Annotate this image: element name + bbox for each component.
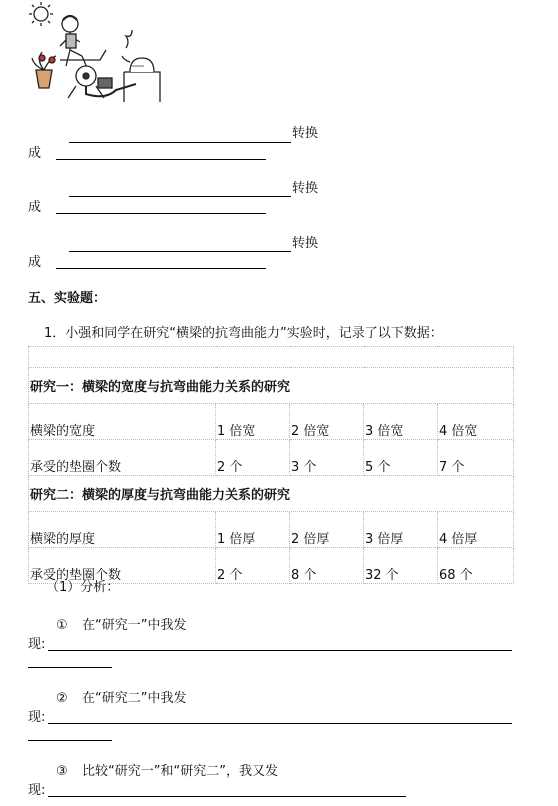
table-row: [29, 404, 514, 440]
table-cell: 68 个: [438, 548, 514, 584]
question-text: 1．小强和同学在研究“横梁的抗弯曲能力”实验时，记录了以下数据：: [44, 326, 443, 341]
convert-label: 转换: [292, 236, 319, 251]
table-cell: 1 倍宽: [216, 404, 290, 440]
table-cell: 1 倍厚: [216, 512, 290, 548]
table-cell: 2 个: [216, 440, 290, 476]
item-marker: ③: [56, 764, 68, 779]
blank-line: [56, 213, 266, 214]
study2-title: 研究二：横梁的厚度与抗弯曲能力关系的研究: [29, 476, 514, 512]
table-cell: 32 个: [364, 548, 438, 584]
potted-plant-icon: [32, 52, 56, 88]
item-marker: ②: [56, 691, 68, 706]
sun-icon: [29, 2, 53, 26]
item-marker: ①: [56, 618, 68, 633]
table-cell: 2 个: [216, 548, 290, 584]
table-spacer-row: [29, 347, 514, 368]
item-text: 在“研究二”中我发: [82, 691, 187, 706]
study1-title: 研究一：横梁的宽度与抗弯曲能力关系的研究: [29, 368, 514, 404]
blank-line: [69, 142, 291, 143]
boy-figure: [60, 16, 88, 70]
item-suffix: 现:: [28, 710, 46, 725]
table-cell: 7 个: [438, 440, 514, 476]
section-title: 五、实验题：: [28, 291, 107, 306]
convert-label: 转换: [292, 126, 319, 141]
table-cell: 5 个: [364, 440, 438, 476]
table-cell: 4 倍宽: [438, 404, 514, 440]
table-cell: 3 倍厚: [364, 512, 438, 548]
table-cell: 承受的垫圈个数: [29, 548, 216, 584]
answer-line: [48, 796, 406, 797]
convert-label: 转换: [292, 181, 319, 196]
kettle-icon: [122, 30, 160, 102]
into-label: 成: [28, 146, 42, 161]
item-suffix: 现:: [28, 637, 46, 652]
table-cell: 横梁的厚度: [29, 512, 216, 548]
table-cell: 4 倍厚: [438, 512, 514, 548]
answer-line: [28, 740, 112, 741]
blank-line: [69, 251, 291, 252]
table-cell: 3 倍宽: [364, 404, 438, 440]
table-cell: 2 倍厚: [290, 512, 364, 548]
analysis-label: （1）分析：: [46, 580, 120, 595]
table-cell: 2 倍宽: [290, 404, 364, 440]
table-row: [29, 440, 514, 476]
blank-line: [69, 196, 291, 197]
table-cell: 横梁的宽度: [29, 404, 216, 440]
table-row: [29, 548, 514, 584]
experiment-data-table: [28, 346, 514, 584]
blank-line: [56, 159, 266, 160]
item-text: 在“研究一”中我发: [82, 618, 187, 633]
answer-line: [48, 723, 512, 724]
table-cell: 3 个: [290, 440, 364, 476]
table-cell: 承受的垫圈个数: [29, 440, 216, 476]
answer-line: [48, 650, 512, 651]
table-row: [29, 476, 514, 512]
into-label: 成: [28, 200, 42, 215]
illustration-cycling-generator: [26, 0, 162, 110]
table-row: [29, 368, 514, 404]
item-text: 比较“研究一”和“研究二”，我又发: [82, 764, 278, 779]
item-suffix: 现:: [28, 783, 46, 798]
table-row: [29, 512, 514, 548]
table-cell: 8 个: [290, 548, 364, 584]
into-label: 成: [28, 255, 42, 270]
blank-line: [56, 268, 266, 269]
answer-line: [28, 667, 112, 668]
